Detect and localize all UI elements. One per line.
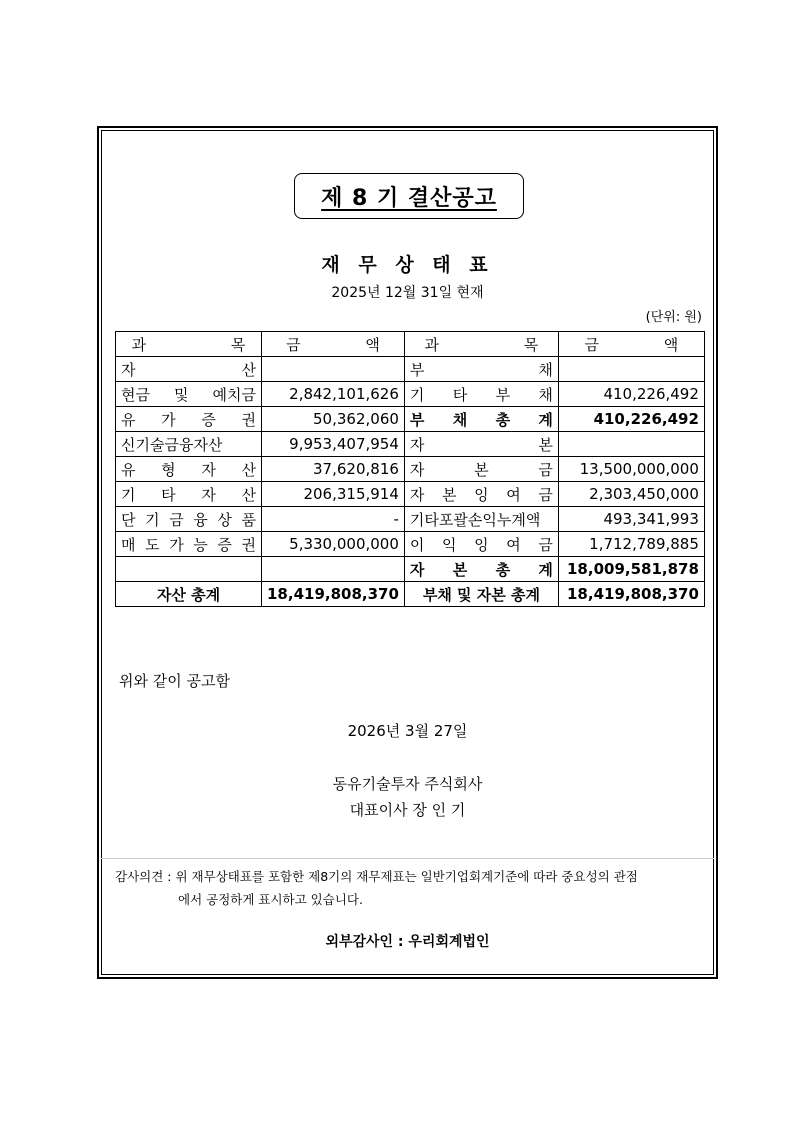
left-amount-cell: [262, 557, 405, 582]
right-item-cell: 이 익 잉 여 금: [404, 532, 558, 557]
left-item-cell: 자 산: [116, 357, 262, 382]
left-amount-cell: 9,953,407,954: [262, 432, 405, 457]
right-amount-cell: [558, 357, 704, 382]
total-row: [116, 582, 705, 607]
audit-opinion-label: 감사의견 :: [115, 869, 172, 884]
right-item-cell: 자 본 금: [404, 457, 558, 482]
notice-frame: [97, 126, 718, 979]
company-name: 동유기술투자 주식회사: [332, 775, 483, 793]
right-item-cell: 부 채 총 계: [404, 407, 558, 432]
left-item-cell: 매 도 가 능 증 권: [116, 532, 262, 557]
audit-opinion-text: 위 재무상태표를 포함한 제8기의 재무제표는 일반기업회계기준에 따라 중요성의 관점: [175, 869, 638, 884]
left-item-cell: 기 타 자 산: [116, 482, 262, 507]
header-left-item: 과 목: [116, 332, 262, 357]
table-row: [116, 557, 705, 582]
left-amount-cell: 2,842,101,626: [262, 382, 405, 407]
total-assets-label: 자산 총계: [116, 582, 262, 607]
table-row: [116, 382, 705, 407]
left-amount-cell: 37,620,816: [262, 457, 405, 482]
right-item-cell: 기타포괄손익누계액: [404, 507, 558, 532]
right-amount-cell: 1,712,789,885: [558, 532, 704, 557]
right-amount-cell: 493,341,993: [558, 507, 704, 532]
right-item-cell: 기 타 부 채: [404, 382, 558, 407]
left-amount-cell: 5,330,000,000: [262, 532, 405, 557]
right-amount-cell: 13,500,000,000: [558, 457, 704, 482]
left-amount-cell: 206,315,914: [262, 482, 405, 507]
right-amount-cell: 18,009,581,878: [558, 557, 704, 582]
left-amount-cell: -: [262, 507, 405, 532]
representative-name: 대표이사 장 인 기: [349, 801, 466, 819]
table-row: [116, 457, 705, 482]
table-row: [116, 357, 705, 382]
right-item-cell: 자 본 잉 여 금: [404, 482, 558, 507]
right-amount-cell: 410,226,492: [558, 382, 704, 407]
table-row: [116, 432, 705, 457]
as-of-date: 2025년 12월 31일 현재: [331, 285, 484, 301]
left-item-cell: 신기술금융자산: [116, 432, 262, 457]
announcement-title-box: [294, 173, 524, 219]
notice-statement: 위와 같이 공고함: [119, 672, 230, 690]
announcement-title: 제 8 기 결산공고: [321, 185, 497, 211]
balance-sheet-table: [115, 331, 709, 607]
right-amount-cell: 410,226,492: [558, 407, 704, 432]
total-assets-amount: 18,419,808,370: [262, 582, 405, 607]
left-item-cell: [116, 557, 262, 582]
header-left-amount: 금 액: [262, 332, 405, 357]
section-divider: [101, 858, 714, 859]
table-header-row: [116, 332, 705, 357]
left-item-cell: 유 가 증 권: [116, 407, 262, 432]
table-row: [116, 407, 705, 432]
notice-date: 2026년 3월 27일: [347, 722, 468, 740]
right-item-cell: 자 본 총 계: [404, 557, 558, 582]
total-liabilities-equity-label: 부채 및 자본 총계: [404, 582, 558, 607]
table-row: [116, 507, 705, 532]
audit-opinion-line-1: [115, 865, 703, 888]
table-row: [116, 532, 705, 557]
header-right-amount: 금 액: [558, 332, 704, 357]
external-auditor: 외부감사인 : 우리회계법인: [325, 934, 490, 950]
left-item-cell: 현금 및 예치금: [116, 382, 262, 407]
audit-opinion-line-2: 에서 공정하게 표시하고 있습니다.: [178, 892, 363, 907]
left-item-cell: 유 형 자 산: [116, 457, 262, 482]
right-amount-cell: 2,303,450,000: [558, 482, 704, 507]
unit-label: (단위: 원): [645, 310, 702, 325]
left-amount-cell: 50,362,060: [262, 407, 405, 432]
table-row: [116, 482, 705, 507]
header-right-item: 과 목: [404, 332, 558, 357]
total-liabilities-equity-amount: 18,419,808,370: [558, 582, 704, 607]
left-item-cell: 단 기 금 융 상 품: [116, 507, 262, 532]
audit-opinion: [115, 865, 703, 911]
right-amount-cell: [558, 432, 704, 457]
right-item-cell: 부 채: [404, 357, 558, 382]
left-amount-cell: [262, 357, 405, 382]
statement-title: 재 무 상 태 표: [321, 254, 494, 276]
right-item-cell: 자 본: [404, 432, 558, 457]
